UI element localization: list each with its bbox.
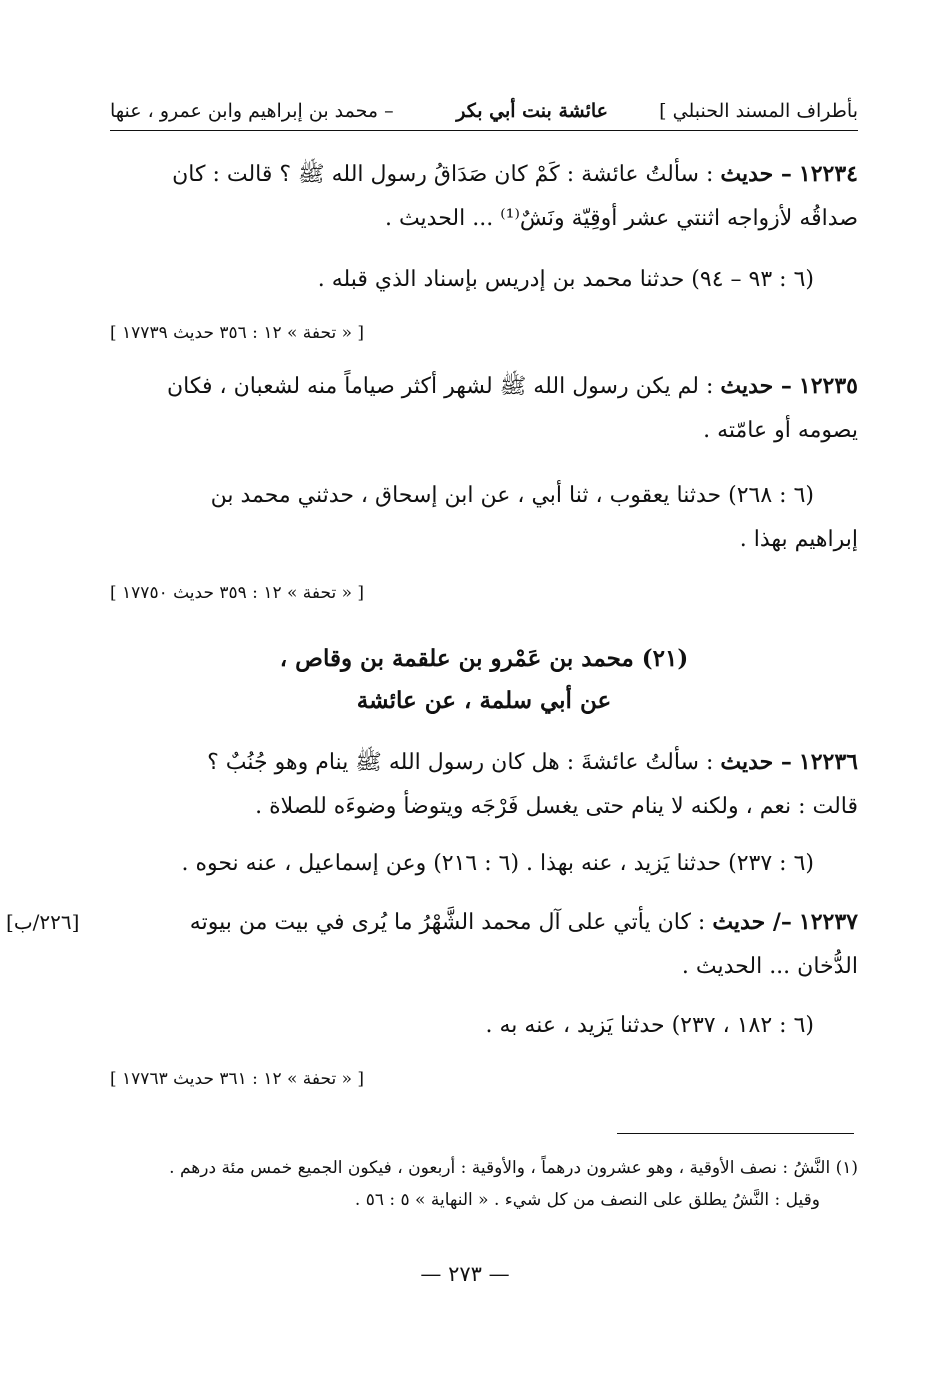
manuscript-margin-note: [٢٢٦/ب] — [6, 910, 80, 934]
hadith-12235-text — [110, 364, 858, 453]
page-number: — ٢٧٣ — — [420, 1262, 510, 1286]
hadith-12234-text — [110, 152, 858, 241]
hadith-12236-text — [110, 740, 858, 829]
section-heading-line1: (٢١) محمد بن عَمْرو بن علقمة بن وقاص ، — [279, 645, 689, 672]
hadith-12236-line2: قالت : نعم ، ولكنه لا ينام حتى يغسل فَرْجَه ويتوضأ وضوءَه للصلاة . — [255, 794, 858, 819]
header-subtitle: – محمد بن إبراهيم وابن عمرو ، عنها — [110, 100, 394, 122]
hadith-12235-source: (٦ : ٢٦٨) حدثنا يعقوب ، ثنا أبي ، عن ابن إسحاق ، حدثني محمد بن إبراهيم بهذا . — [210, 483, 858, 552]
hadith-12234-line1: ١٢٢٣٤ – حديث : سألتُ عائشة : كَمْ كان صَدَاقُ رسول الله ﷺ ؟ قالت : كان — [172, 161, 858, 187]
hadith-12234-line2: صداقُه لأزواجه اثنتي عشر أوقِيّة ونَشٌ⁽¹⁾ ... الحديث . — [384, 206, 858, 231]
hadith-12237-reference: [ « تحفة » ١٢ : ٣٦١ حديث ١٧٧٦٣ ] — [110, 1069, 365, 1089]
hadith-12234-label: – حديث — [720, 161, 792, 187]
hadith-12236-label: – حديث — [720, 749, 792, 775]
footnote-divider — [617, 1133, 854, 1134]
running-header — [110, 92, 858, 131]
section-heading-line2: عن أبي سلمة ، عن عائشة — [356, 687, 612, 714]
hadith-12235-label: – حديث — [720, 373, 792, 399]
hadith-12237-number: ١٢٢٣٧ — [798, 909, 858, 935]
hadith-12237-line2: الدُّخان ... الحديث . — [681, 954, 858, 979]
hadith-12237-label: –/ حديث — [712, 909, 792, 935]
footnote-line1: (١) النَّشُ : نصف الأوقية ، وهو عشرون درهماً ، والأوقية : أربعون ، فيكون الجميع خمس مئة درهم . — [169, 1158, 858, 1178]
footnote-line2: وقيل : النَّشُ يطلق على النصف من كل شيء . « النهاية » ٥ : ٥٦ . — [354, 1190, 820, 1210]
hadith-12237-source: (٦ : ١٨٢ ، ٢٣٧) حدثنا يَزيد ، عنه به . — [485, 1013, 814, 1038]
header-chapter-title: عائشة بنت أبي بكر — [456, 100, 608, 122]
hadith-12234-number: ١٢٢٣٤ — [798, 161, 858, 187]
hadith-12235-line2: يصومه أو عامّته . — [703, 418, 858, 443]
hadith-12237-text — [110, 900, 858, 989]
hadith-12234-source: (٦ : ٩٣ – ٩٤) حدثنا محمد بن إدريس بإسناد الذي قبله . — [317, 267, 814, 292]
hadith-12235-number: ١٢٢٣٥ — [798, 373, 858, 399]
hadith-12236-source: (٦ : ٢٣٧) حدثنا يَزيد ، عنه بهذا . (٦ : ٢١٦) وعن إسماعيل ، عنه نحوه . — [181, 851, 814, 876]
footnote — [110, 1152, 858, 1216]
hadith-12235-line1: ١٢٢٣٥ – حديث : لم يكن رسول الله ﷺ لشهر أكثر صياماً منه لشعبان ، فكان — [167, 373, 858, 399]
hadith-12236-line1: ١٢٢٣٦ – حديث : سألتُ عائشةَ : هل كان رسول الله ﷺ ينام وهو جُنُبٌ ؟ — [207, 749, 858, 775]
hadith-12237-line1: ١٢٢٣٧ –/ حديث : كان يأتي على آل محمد الشَّهْرُ ما يُرى في بيت من بيوته — [189, 909, 858, 935]
header-book-title: بأطراف المسند الحنبلي ] — [659, 100, 858, 122]
hadith-12236-number: ١٢٢٣٦ — [798, 749, 858, 775]
hadith-12235-reference: [ « تحفة » ١٢ : ٣٥٩ حديث ١٧٧٥٠ ] — [110, 583, 365, 603]
hadith-12234-reference: [ « تحفة » ١٢ : ٣٥٦ حديث ١٧٧٣٩ ] — [110, 323, 365, 343]
